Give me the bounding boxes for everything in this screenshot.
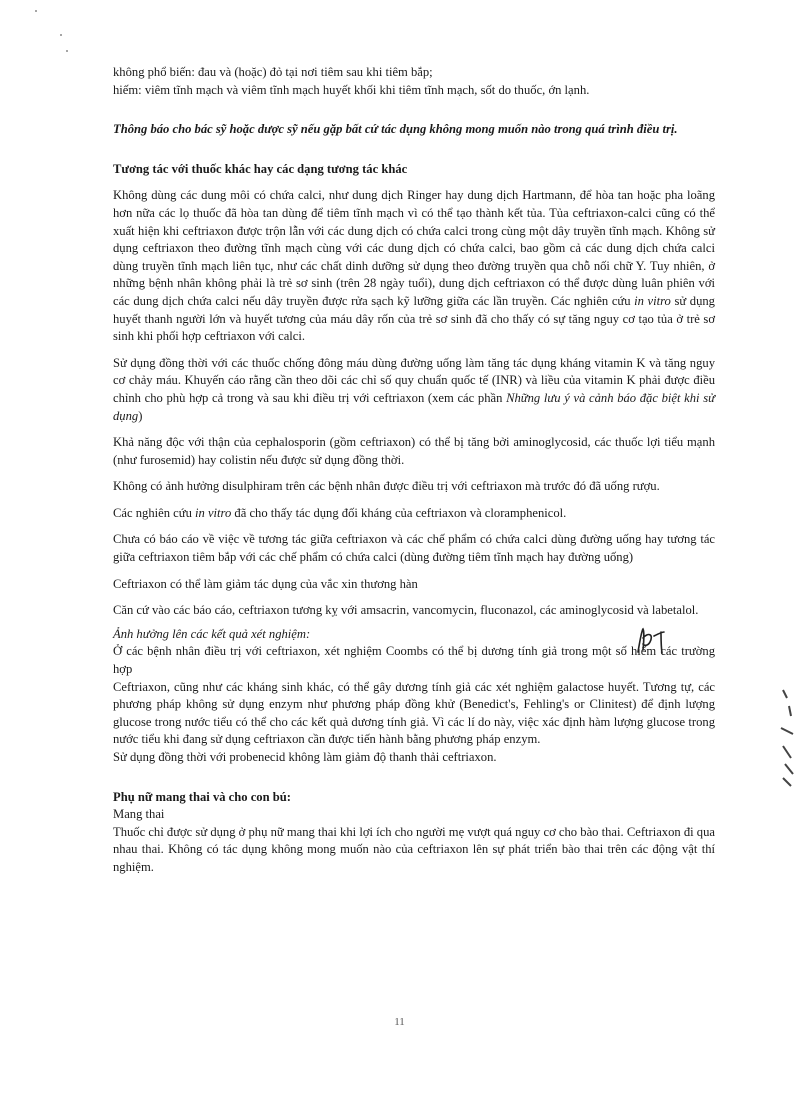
section-heading-interactions: Tương tác với thuốc khác hay các dạng tương tác khác [113, 161, 408, 176]
paragraph-probenecid: Sử dụng đồng thời với probenecid không làm giảm độ thanh thải ceftriaxon. [113, 750, 497, 764]
document-body [113, 64, 715, 877]
paragraph-galactose-glucose: Ceftriaxon, cũng như các kháng sinh khác, có thể gây dương tính giả các xét nghiệm galactose huyết. Tương tự, các phương pháp không sử dụng enzym như phương pháp đồng khử (Benedict's, Fehling's or Clinitest) để định lượng glucose trong nước tiểu có thể cho các kết quả dương tính giả. Vì các lí do này, việc xác định hàm lượng glucose trong nước tiểu khi đang sử dụng ceftriaxon cần được tiến hành bằng phương pháp enzym. [113, 679, 715, 747]
paragraph-oral-calcium: Chưa có báo cáo về việc về tương tác giữa ceftriaxon và các chế phẩm có chứa calci dùng đường uống hay tương tác giữa ceftriaxon tiêm bắp với các chế phẩm có chứa calci (dùng đường tiêm tĩnh mạch hay đường uống) [113, 532, 715, 565]
section-heading-pregnancy: Phụ nữ mang thai và cho con bú: [113, 789, 291, 804]
page-number: 11 [394, 1016, 405, 1028]
subheading-lab-tests: Ảnh hưởng lên các kết quả xét nghiệm: [113, 626, 311, 641]
scan-speck [35, 10, 37, 12]
paragraph-chloramphenicol: Các nghiên cứu in vitro đã cho thấy tác dụng đối kháng của ceftriaxon và cloramphenicol. [113, 505, 567, 520]
paragraph-pregnancy: Thuốc chỉ được sử dụng ở phụ nữ mang thai khi lợi ích cho người mẹ vượt quá nguy cơ cho bào thai. Ceftriaxon đi qua nhau thai. Không có tác dụng không mong muốn nào của ceftriaxon lên sự phát triển bào thai trên các động vật thí nghiệm. [113, 824, 715, 874]
paragraph-typhoid-vaccine: Ceftriaxon có thể làm giảm tác dụng của vắc xin thương hàn [113, 576, 418, 591]
paragraph-disulphiram: Không có ảnh hưởng disulphiram trên các bệnh nhân được điều trị với ceftriaxon mà trước đó đã uống rượu. [113, 479, 660, 494]
handwritten-initials-icon [634, 626, 674, 656]
side-effects-uncommon: không phổ biến: đau và (hoặc) đỏ tại nơi tiêm sau khi tiêm bắp; [113, 65, 433, 79]
scan-speck [60, 34, 62, 36]
paragraph-coombs-test: Ở các bệnh nhân điều trị với ceftriaxon, xét nghiệm Coombs có thể bị dương tính giả trong một số hiếm các trường hợp [113, 644, 715, 677]
side-effects-rare: hiếm: viêm tĩnh mạch và viêm tĩnh mạch huyết khối khi tiêm tĩnh mạch, sốt do thuốc, ớn lạnh. [113, 82, 590, 97]
paragraph-anticoagulants: Sử dụng đồng thời với các thuốc chống đông máu dùng đường uống làm tăng tác dụng kháng vitamin K và tăng nguy cơ chảy máu. Khuyến cáo rằng cần theo dõi các chỉ số quy chuẩn quốc tế (INR) và liều của vitamin K phải được điều chỉnh cho phù hợp cả trong và sau khi điều trị với ceftriaxon (xem các phần Những lưu ý và cảnh báo đặc biệt khi sử dụng) [113, 355, 715, 423]
paragraph-incompatibilities: Căn cứ vào các báo cáo, ceftriaxon tương kỵ với amsacrin, vancomycin, fluconazol, các aminoglycosid và labetalol. [113, 603, 699, 618]
subheading-pregnancy: Mang thai [113, 807, 165, 822]
notify-doctor-notice: Thông báo cho bác sỹ hoặc dược sỹ nếu gặp bất cứ tác dụng không mong muốn nào trong quá trình điều trị. [113, 122, 678, 137]
paragraph-nephrotoxicity: Khả năng độc với thận của cephalosporin (gồm ceftriaxon) có thể bị tăng bởi aminoglycosid, các thuốc lợi tiểu mạnh (như furosemid) hay colistin nếu được sử dụng đồng thời. [113, 435, 715, 467]
binding-edge-mark [777, 688, 797, 788]
paragraph-calcium-incompatibility: Không dùng các dung môi có chứa calci, như dung dịch Ringer hay dung dịch Hartmann, để hòa tan hoặc pha loãng hơn nữa các lọ thuốc đã hòa tan dùng để tiêm tĩnh mạch vì có thể tạo thành kết tủa. Tủa ceftriaxon-calci cũng có thể xuất hiện khi ceftriaxon được trộn lẫn với các dung dịch có chứa calci trong cùng một dây truyền tĩnh mạch. Không sử dụng ceftriaxon theo đường tĩnh mạch cùng với các dung dịch có chứa calci, bao gồm cả các dung dịch chứa calci dùng truyền tĩnh mạch liên tục, như các chất dinh dưỡng sử dụng theo đường truyền qua chỗ nối chữ Y. Tuy nhiên, ở những bệnh nhân không phải là trẻ sơ sinh (trên 28 ngày tuổi), dung dịch ceftriaxon có thể được dùng luân phiên với các dung dịch chứa calci nếu dây truyền được rửa sạch kỹ lưỡng giữa các lần truyền. Các nghiên cứu in vitro sử dụng huyết thanh người lớn và huyết tương của máu dây rốn của trẻ sơ sinh đã cho thấy có sự tăng nguy cơ tạo tủa ở trẻ sơ sinh khi phối hợp ceftriaxon với calci. [113, 188, 715, 344]
scan-speck [66, 50, 68, 52]
